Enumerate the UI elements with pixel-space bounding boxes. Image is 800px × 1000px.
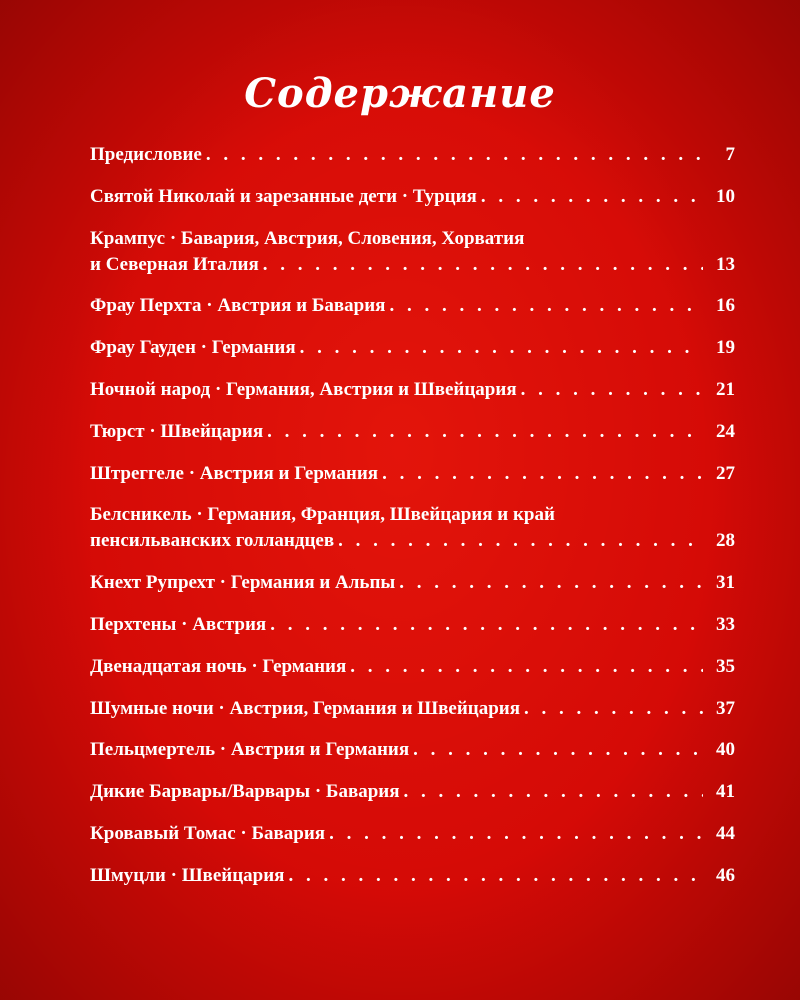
toc-entry-page: 13 [716, 253, 735, 275]
toc-entry-title: Дикие Барвары/Варвары · Бавария [90, 781, 400, 803]
toc-entry-page: 21 [716, 378, 735, 400]
toc-entry-page: 19 [716, 337, 735, 359]
toc-entry-page: 33 [716, 613, 735, 635]
dot-leader [263, 252, 703, 278]
toc-entry-title: Пельцмертель · Австрия и Германия [90, 739, 410, 761]
toc-entry-title-line1: Крампус · Бавария, Австрия, Словения, Хорватия [90, 227, 525, 249]
dot-leader [206, 142, 703, 168]
toc-entry-title: Фрау Перхта · Австрия и Бавария [90, 295, 386, 317]
table-of-contents [90, 142, 735, 905]
toc-entry-page: 37 [716, 697, 735, 719]
toc-entry-title-line1: Белсникель · Германия, Франция, Швейцария и край [90, 504, 555, 526]
dot-leader [382, 461, 703, 487]
dot-leader [404, 779, 703, 805]
toc-entry-title: Кровавый Томас · Бавария [90, 822, 326, 844]
toc-entry-title-line2: и Северная Италия [90, 253, 259, 275]
toc-entry-page: 46 [716, 864, 735, 886]
dot-leader [338, 528, 703, 554]
dot-leader [270, 612, 703, 638]
toc-entry-title-line2: пенсильванских голландцев [90, 530, 335, 552]
dot-leader [350, 654, 703, 680]
toc-entry-title: Двенадцатая ночь · Германия [90, 655, 347, 677]
dot-leader [481, 184, 703, 210]
toc-entry-page: 24 [716, 420, 735, 442]
toc-entry-title: Шумные ночи · Австрия, Германия и Швейцария [90, 697, 521, 719]
toc-entry[interactable] [90, 335, 735, 361]
toc-entry[interactable] [90, 654, 735, 680]
dot-leader [267, 419, 703, 445]
dot-leader [389, 293, 703, 319]
toc-entry[interactable] [90, 377, 735, 403]
dot-leader [300, 335, 703, 361]
toc-entry-title: Штреггеле · Австрия и Германия [90, 462, 379, 484]
toc-entry[interactable] [90, 821, 735, 847]
toc-entry[interactable] [90, 293, 735, 319]
toc-entry-title: Предисловие [90, 144, 202, 165]
dot-leader [329, 821, 703, 847]
dot-leader [399, 570, 703, 596]
dot-leader [413, 737, 703, 763]
toc-entry-page: 16 [716, 295, 735, 317]
toc-entry-title: Кнехт Рупрехт · Германия и Альпы [90, 572, 396, 594]
toc-entry-page: 27 [716, 462, 735, 484]
toc-entry[interactable] [90, 863, 735, 889]
toc-entry[interactable] [90, 737, 735, 763]
toc-entry-title: Шмуцли · Швейцария [90, 864, 285, 886]
toc-entry[interactable] [90, 502, 735, 554]
toc-entry-page: 44 [716, 822, 735, 844]
toc-entry-page: 40 [716, 739, 735, 761]
toc-entry[interactable] [90, 612, 735, 638]
toc-entry[interactable] [90, 570, 735, 596]
toc-entry-title: Перхтены · Австрия [90, 613, 267, 635]
toc-entry-page: 10 [716, 185, 735, 207]
toc-entry-page: 41 [716, 781, 735, 803]
toc-entry-title: Фрау Гауден · Германия [90, 337, 296, 359]
toc-entry-page: 31 [716, 572, 735, 594]
toc-entry-page: 7 [725, 144, 735, 165]
toc-entry[interactable] [90, 461, 735, 487]
toc-entry-title: Ночной народ · Германия, Австрия и Швейцария [90, 378, 517, 400]
toc-entry[interactable] [90, 419, 735, 445]
toc-entry[interactable] [90, 184, 735, 210]
toc-entry-page: 28 [716, 530, 735, 552]
dot-leader [521, 377, 703, 403]
page-title: Содержание [244, 70, 556, 117]
toc-entry[interactable] [90, 779, 735, 805]
toc-entry[interactable] [90, 226, 735, 278]
toc-entry-title: Святой Николай и зарезанные дети · Турция [90, 185, 477, 207]
toc-entry[interactable] [90, 696, 735, 722]
toc-entry-title: Тюрст · Швейцария [90, 420, 264, 442]
dot-leader [524, 696, 703, 722]
toc-entry-page: 35 [716, 655, 735, 677]
dot-leader [288, 863, 703, 889]
toc-entry[interactable] [90, 142, 735, 168]
